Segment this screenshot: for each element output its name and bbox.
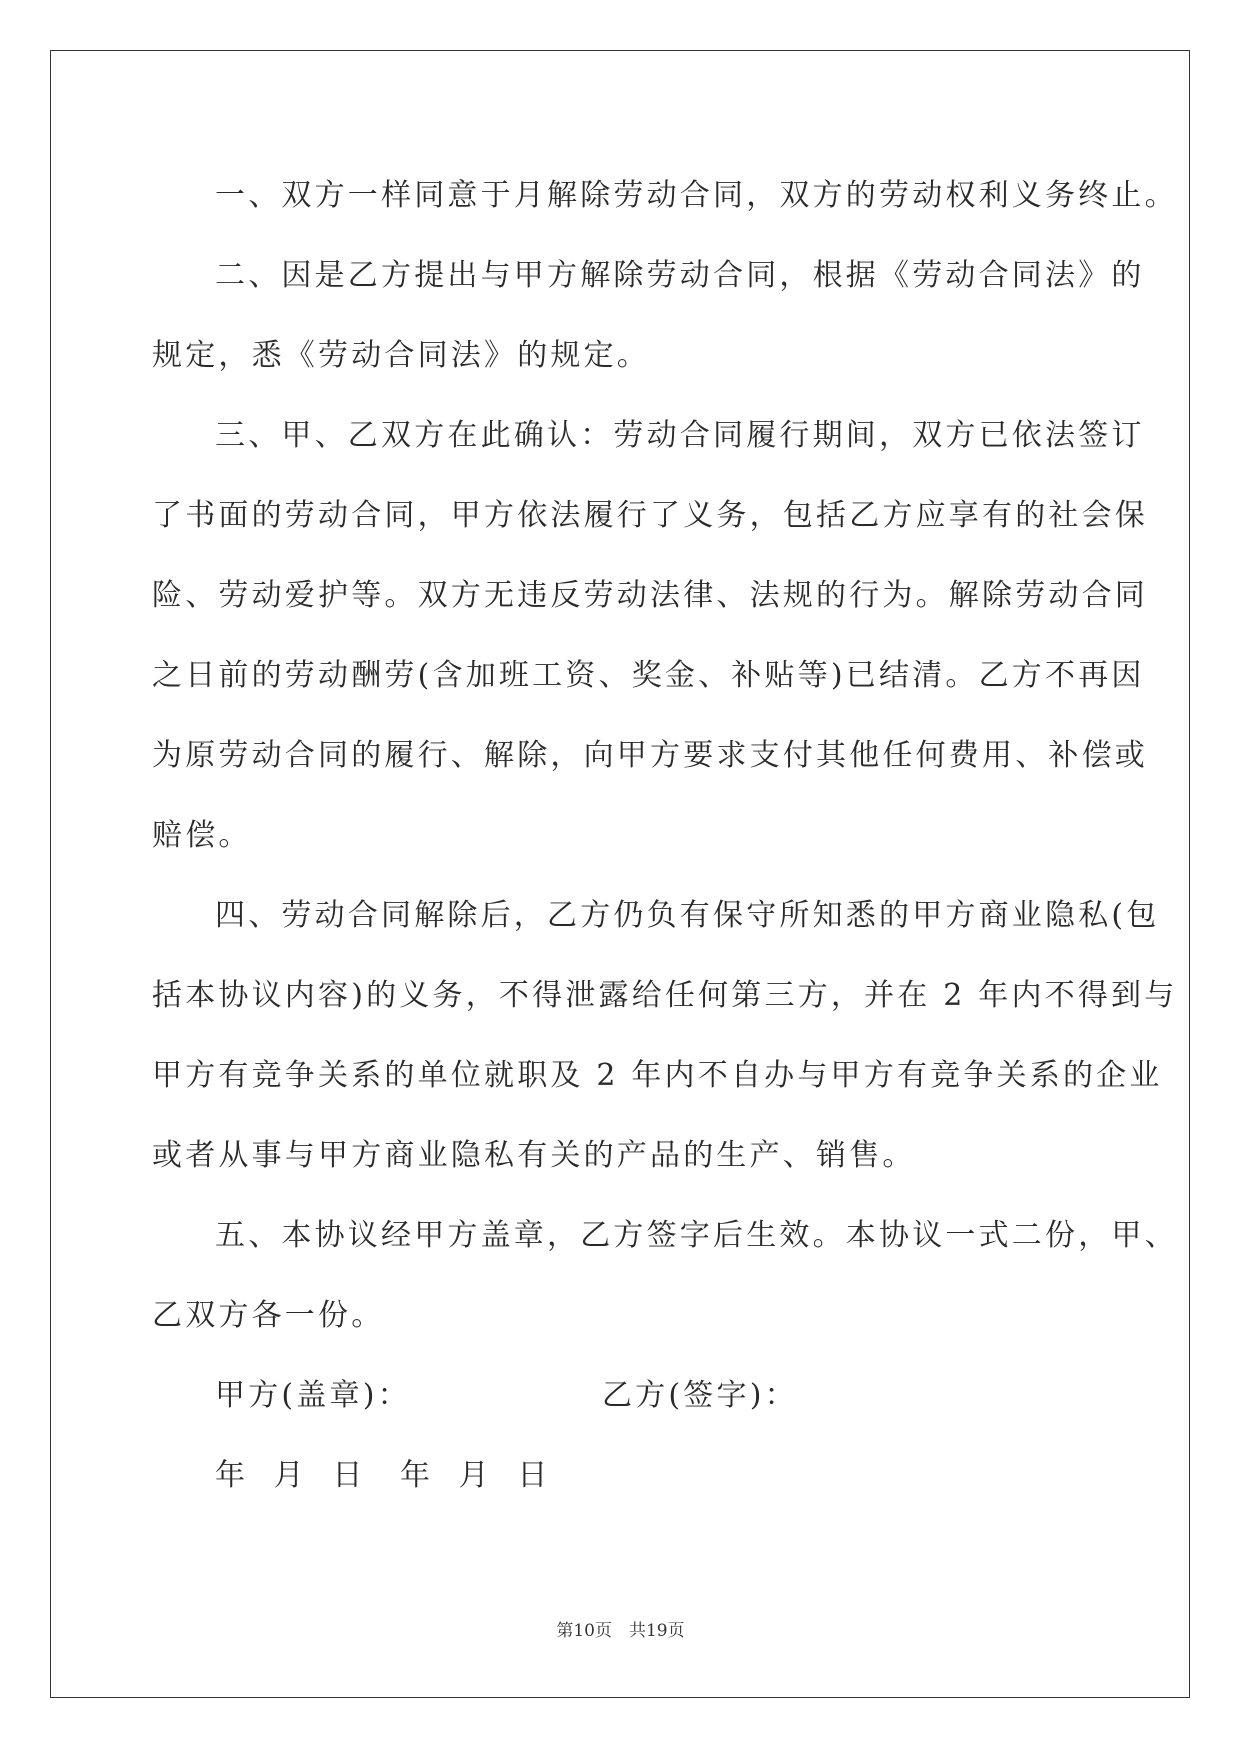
text-line: 了书面的劳动合同，甲方依法履行了义务，包括乙方应享有的社会保 bbox=[152, 498, 1148, 533]
text-line: 规定，悉《劳动合同法》的规定。 bbox=[152, 338, 650, 373]
text-line: 三、甲、乙双方在此确认：劳动合同履行期间，双方已依法签订 bbox=[215, 418, 1145, 453]
text-line: 或者从事与甲方商业隐私有关的产品的生产、销售。 bbox=[152, 1138, 916, 1173]
text-line: 一、双方一样同意于月解除劳动合同，双方的劳动权利义务终止。 bbox=[215, 178, 1178, 213]
signature-party-b: 乙方(签字)： bbox=[602, 1378, 798, 1413]
text-line: 二、因是乙方提出与甲方解除劳动合同，根据《劳动合同法》的 bbox=[215, 258, 1145, 293]
page-number: 第10页 共19页 bbox=[556, 1621, 685, 1641]
text-line: 为原劳动合同的履行、解除，向甲方要求支付其他任何费用、补偿或 bbox=[152, 738, 1148, 773]
page-border bbox=[50, 50, 1190, 1698]
text-line: 四、劳动合同解除后，乙方仍负有保守所知悉的甲方商业隐私(包 bbox=[215, 898, 1160, 933]
date-party-a: 年 月 日 bbox=[215, 1458, 366, 1493]
text-line: 甲方有竞争关系的单位就职及 2 年内不自办与甲方有竞争关系的企业 bbox=[152, 1058, 1163, 1093]
text-line: 之日前的劳动酬劳(含加班工资、奖金、补贴等)已结清。乙方不再因 bbox=[152, 658, 1145, 693]
text-line: 乙双方各一份。 bbox=[152, 1298, 385, 1333]
text-line: 赔偿。 bbox=[152, 818, 252, 853]
text-line: 括本协议内容)的义务，不得泄露给任何第三方，并在 2 年内不得到与 bbox=[152, 978, 1178, 1013]
signature-party-a: 甲方(盖章)： bbox=[215, 1378, 411, 1413]
text-line: 险、劳动爱护等。双方无违反劳动法律、法规的行为。解除劳动合同 bbox=[152, 578, 1148, 613]
text-line: 五、本协议经甲方盖章，乙方签字后生效。本协议一式二份，甲、 bbox=[215, 1218, 1178, 1253]
date-party-b: 年 月 日 bbox=[400, 1458, 551, 1493]
